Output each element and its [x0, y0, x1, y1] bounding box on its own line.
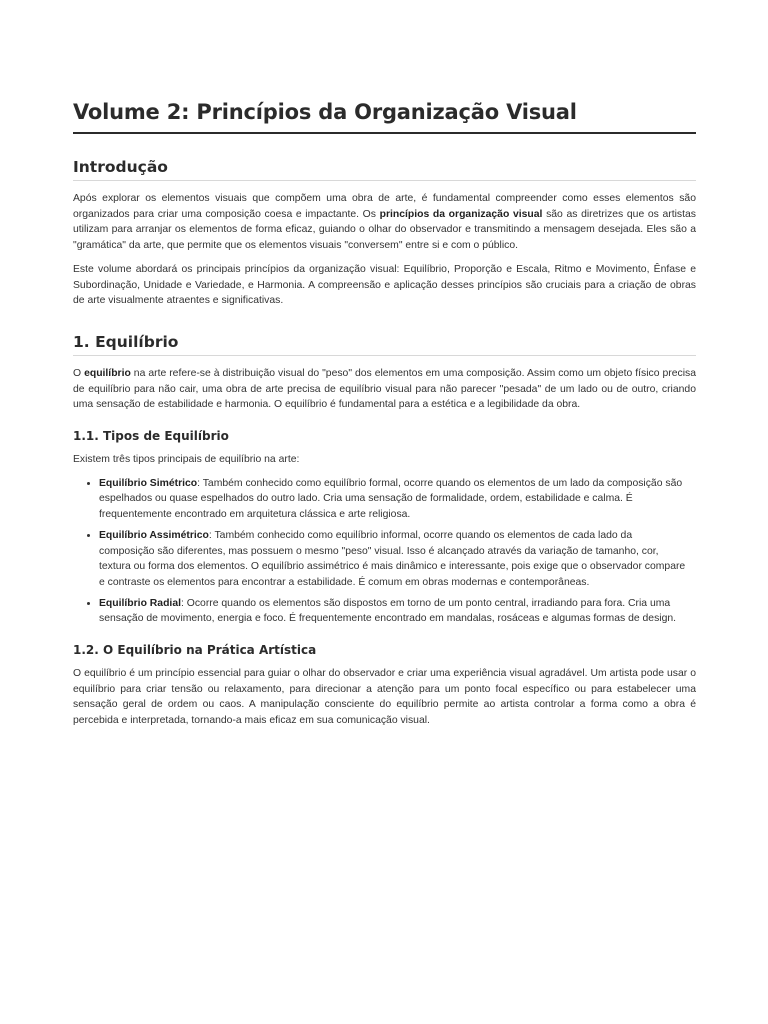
subsection-1-1-heading: 1.1. Tipos de Equilíbrio — [73, 429, 229, 444]
section-1-p1-text-c: na arte refere-se à distribuição visual do "peso" dos elementos em uma composição. Assim como um objeto físico precisa de equilíbrio para não cair, uma obra de arte precisa de equilíbrio visual para não parecer "pesada" de um lado ou de outro, criando uma sensação de estabilidade e harmonia. O equilíbrio é fundamental para a estética e a legibilidade da obra. — [73, 367, 696, 411]
section-1-paragraph — [73, 366, 696, 413]
document-title: Volume 2: Princípios da Organização Visual — [73, 100, 696, 134]
list-item-term: Equilíbrio Simétrico — [99, 477, 198, 489]
intro-paragraph-2: Este volume abordará os principais princípios da organização visual: Equilíbrio, Proporção e Escala, Ritmo e Movimento, Ênfase e Subordinação, Unidade e Variedade, e Harmonia. A compreensão e aplicação desses princípios são cruciais para a criação de obras de arte visualmente atraentes e significativas. — [73, 263, 696, 307]
list-item-text: : Também conhecido como equilíbrio formal, ocorre quando os elementos de um lado da composição são espelhados ou quase espelhados do outro lado. Cria uma sensação de formalidade, ordem, estabilidade e calma. É frequentemente encontrado em arquitetura clássica e arte religiosa. — [99, 477, 683, 521]
subsection-1-1-lead: Existem três tipos principais de equilíbrio na arte: — [73, 454, 300, 466]
intro-p1-text-a: Após explorar os elementos visuais que compõem uma obra de arte, é fundamental compreender como esses elementos são organizados para criar uma composição coesa e impactante. Os — [73, 193, 696, 220]
intro-heading: Introdução — [73, 158, 696, 181]
subsection-1-2-heading: 1.2. O Equilíbrio na Prática Artística — [73, 643, 317, 658]
intro-p1-text-c: são as diretrizes que os artistas utilizam para arranjar os elementos de forma eficaz, guiando o olhar do observador e transmitindo a mensagem desejada. Eles são a "gramática" da arte, que permite que os elementos visuais "conversem" entre si e com o público. — [73, 208, 696, 252]
list-item-term: Equilíbrio Assimétrico — [99, 529, 209, 541]
list-item — [99, 596, 696, 627]
section-1-heading: 1. Equilíbrio — [73, 333, 696, 356]
list-item — [99, 476, 696, 523]
list-item-text: : Também conhecido como equilíbrio informal, ocorre quando os elementos de cada lado da composição são diferentes, mas possuem o mesmo "peso" visual. Isso é alcançado através da variação de tamanho, cor, textura ou forma dos elementos. O equilíbrio assimétrico é mais dinâmico e interessante, pois exige que o observador compare e contraste os elementos para encontrar a estabilidade. É comum em obras modernas e contemporâneas. — [99, 529, 686, 588]
section-equilibrio — [73, 333, 696, 729]
section-1-p1-emphasis: equilíbrio — [84, 367, 131, 379]
subsection-1-2-paragraph: O equilíbrio é um princípio essencial para guiar o olhar do observador e criar uma experiência visual agradável. Um artista pode usar o equilíbrio para criar tensão ou relaxamento, para direcionar a atenção para um ponto focal específico ou para estabelecer uma sensação geral de ordem ou caos. A manipulação consciente do equilíbrio permite ao artista controlar a forma como a obra é percebida e interpretada, tornando-a mais eficaz em sua comunicação visual. — [73, 668, 696, 727]
list-item — [99, 528, 696, 591]
intro-section — [73, 158, 696, 309]
list-item-term: Equilíbrio Radial — [99, 597, 181, 609]
section-1-p1-text-a: O — [73, 367, 85, 379]
intro-paragraph-1 — [73, 191, 696, 254]
list-item-text: : Ocorre quando os elementos são dispostos em torno de um ponto central, irradiando para fora. Cria uma sensação de movimento, energia e foco. É frequentemente encontrado em mandalas, rosáceas e algumas formas de design. — [99, 597, 677, 625]
intro-p1-emphasis: princípios da organização visual — [379, 208, 543, 220]
balance-types-list — [73, 476, 696, 627]
